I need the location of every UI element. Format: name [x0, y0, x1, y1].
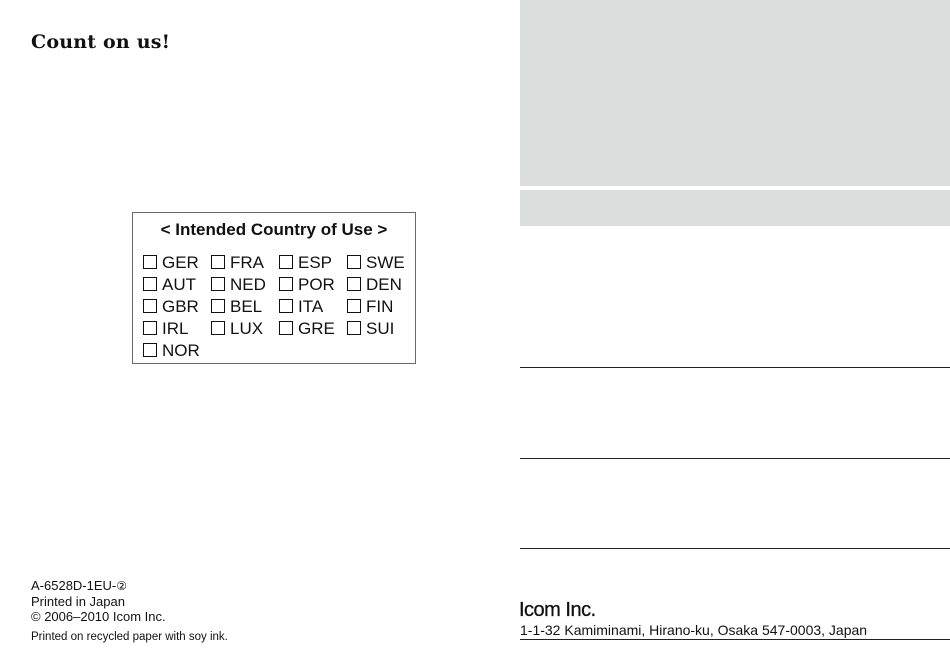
country-option-gre[interactable]: [279, 318, 347, 340]
dealer-line-3: [520, 548, 950, 549]
country-code-label: BEL: [230, 297, 263, 316]
checkbox[interactable]: [143, 299, 157, 313]
country-code-label: GER: [162, 253, 199, 272]
country-option-ger[interactable]: [143, 252, 211, 274]
checkbox[interactable]: [211, 277, 225, 291]
country-option-irl[interactable]: [143, 318, 211, 340]
country-code-label: NED: [230, 275, 266, 294]
country-option-aut[interactable]: [143, 274, 211, 296]
country-option-fin[interactable]: [347, 296, 411, 318]
country-option-lux[interactable]: [211, 318, 279, 340]
country-code-label: ITA: [298, 297, 324, 316]
gray-panel-bottom: [520, 190, 950, 226]
country-code-label: GRE: [298, 319, 335, 338]
dealer-line-1: [520, 367, 950, 368]
country-option-den[interactable]: [347, 274, 411, 296]
checkbox[interactable]: [347, 321, 361, 335]
country-option-nor[interactable]: [143, 340, 211, 362]
country-code-label: FIN: [366, 297, 394, 316]
recycled-note: Printed on recycled paper with soy ink.: [31, 631, 228, 643]
checkbox[interactable]: [279, 299, 293, 313]
country-code-label: SUI: [366, 319, 395, 338]
checkbox[interactable]: [211, 299, 225, 313]
country-option-por[interactable]: [279, 274, 347, 296]
country-option-fra[interactable]: [211, 252, 279, 274]
part-number-line: [31, 578, 228, 594]
checkbox[interactable]: [211, 255, 225, 269]
country-option-sui[interactable]: [347, 318, 411, 340]
country-option-bel[interactable]: [211, 296, 279, 318]
country-option-gbr[interactable]: [143, 296, 211, 318]
company-address: 1-1-32 Kamiminami, Hirano-ku, Osaka 547-0003, Japan: [520, 622, 868, 638]
country-checkbox-grid: [143, 252, 411, 362]
checkbox[interactable]: [279, 321, 293, 335]
country-code-label: AUT: [162, 275, 196, 294]
country-code-label: LUX: [230, 319, 264, 338]
country-code-label: GBR: [162, 297, 199, 316]
checkbox[interactable]: [279, 255, 293, 269]
gray-panel-top: [520, 0, 950, 186]
checkbox[interactable]: [279, 277, 293, 291]
checkbox[interactable]: [211, 321, 225, 335]
dealer-line-2: [520, 458, 950, 459]
revision-mark: ②: [116, 579, 128, 593]
footer-info: [31, 578, 228, 645]
checkbox[interactable]: [143, 343, 157, 357]
part-number: A-6528D-1EU-: [31, 578, 117, 593]
checkbox[interactable]: [347, 299, 361, 313]
country-option-swe[interactable]: [347, 252, 411, 274]
country-option-ned[interactable]: [211, 274, 279, 296]
checkbox[interactable]: [347, 255, 361, 269]
country-box-title: < Intended Country of Use >: [160, 220, 388, 239]
country-code-label: SWE: [366, 253, 405, 272]
address-underline: [520, 639, 950, 640]
printed-in: Printed in Japan: [31, 594, 125, 609]
country-code-label: ESP: [298, 253, 333, 272]
intended-country-of-use-box: [132, 212, 416, 364]
checkbox[interactable]: [143, 321, 157, 335]
slogan: Count on us!: [31, 31, 171, 53]
company-logo-text: Icom Inc.: [519, 599, 596, 621]
country-code-label: FRA: [230, 253, 264, 272]
country-option-esp[interactable]: [279, 252, 347, 274]
copyright: © 2006–2010 Icom Inc.: [31, 609, 166, 624]
checkbox[interactable]: [347, 277, 361, 291]
country-code-label: POR: [298, 275, 335, 294]
country-code-label: NOR: [162, 341, 200, 360]
country-option-ita[interactable]: [279, 296, 347, 318]
checkbox[interactable]: [143, 277, 157, 291]
country-code-label: IRL: [162, 319, 189, 338]
country-code-label: DEN: [366, 275, 402, 294]
checkbox[interactable]: [143, 255, 157, 269]
